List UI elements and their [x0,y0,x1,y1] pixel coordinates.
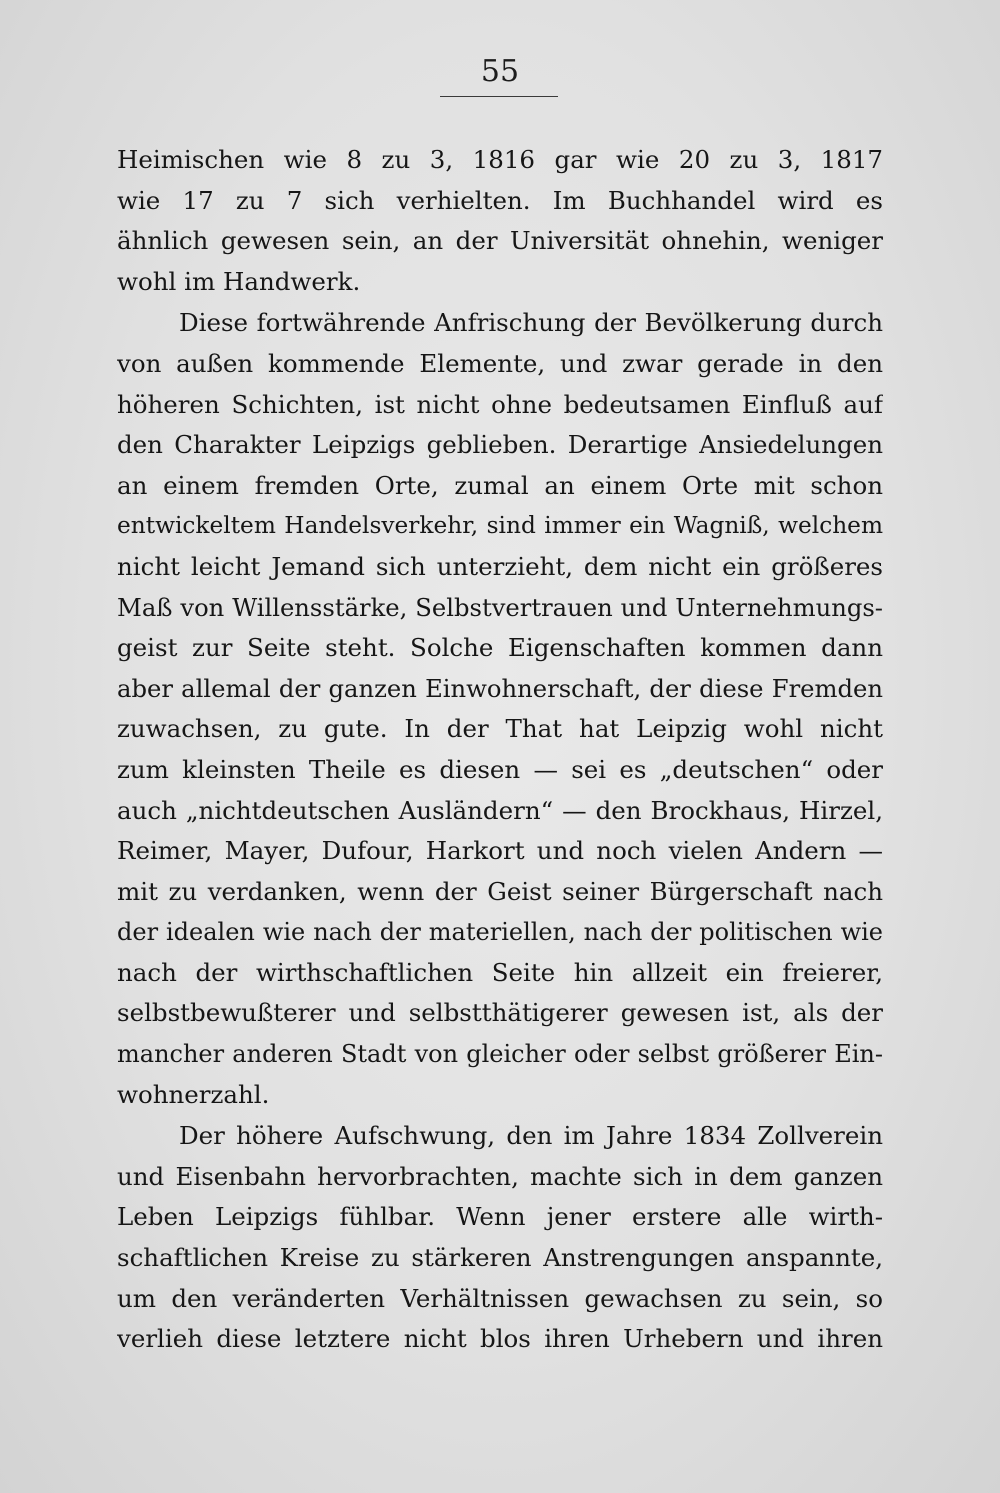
text-line: schaftlichen Kreise zu stärkeren Anstrengungen anspannte, [117,1243,883,1273]
text-line: Maß von Willensstärke, Selbstvertrauen und Unternehmungs- [117,592,883,622]
text-line: den Charakter Leipzigs geblieben. Derartige Ansiedelungen [117,430,883,460]
text-line: höheren Schichten, ist nicht ohne bedeutsamen Einfluß auf [117,389,883,419]
text-line: Reimer, Mayer, Dufour, Harkort und noch vielen Andern — [117,836,883,866]
text-line: zuwachsen, zu gute. In der That hat Leipzig wohl nicht [117,714,883,744]
text-line: zum kleinsten Theile es diesen — sei es „deutschen“ oder [117,754,883,784]
text-line: an einem fremden Orte, zumal an einem Orte mit schon [117,470,883,500]
text-line: mancher anderen Stadt von gleicher oder selbst größerer Ein- [117,1040,883,1069]
text-line: und Eisenbahn hervorbrachten, machte sich in dem ganzen [117,1161,883,1191]
text-line: nicht leicht Jemand sich unterzieht, dem nicht ein größeres [117,551,883,581]
text-line: Der höhere Aufschwung, den im Jahre 1834 Zollverein [179,1121,883,1151]
text-line: ähnlich gewesen sein, an der Universität ohnehin, weniger [117,226,883,256]
text-line: geist zur Seite steht. Solche Eigenschaften kommen dann [117,633,883,663]
text-line: auch „nichtdeutschen Ausländern“ — den Brockhaus, Hirzel, [117,795,883,825]
page-number: 55 [480,54,520,89]
header-rule [440,96,558,97]
text-line: nach der wirthschaftlichen Seite hin allzeit ein freierer, [117,957,883,987]
text-line: mit zu verdanken, wenn der Geist seiner Bürgerschaft nach [117,876,883,906]
text-line: wohl im Handwerk. [117,266,361,296]
text-line: entwickeltem Handelsverkehr, sind immer ein Wagniß, welchem [117,512,883,540]
text-line: verlieh diese letztere nicht blos ihren Urhebern und ihren [117,1324,883,1354]
text-line: um den veränderten Verhältnissen gewachsen zu sein, so [117,1283,883,1313]
text-line: von außen kommende Elemente, und zwar gerade in den [117,348,883,378]
text-line: Heimischen wie 8 zu 3, 1816 gar wie 20 zu 3, 1817 [117,145,883,174]
text-line: Diese fortwährende Anfrischung der Bevölkerung durch [179,308,883,338]
text-line: wohnerzahl. [117,1079,270,1109]
body-text [117,140,883,1360]
text-line: aber allemal der ganzen Einwohnerschaft, der diese Fremden [117,673,883,703]
text-line: wie 17 zu 7 sich verhielten. Im Buchhandel wird es [117,185,883,215]
text-line: Leben Leipzigs fühlbar. Wenn jener erstere alle wirth- [117,1202,883,1232]
text-line: der idealen wie nach der materiellen, nach der politischen wie [117,918,883,947]
text-line: selbstbewußterer und selbstthätigerer gewesen ist, als der [117,998,883,1028]
